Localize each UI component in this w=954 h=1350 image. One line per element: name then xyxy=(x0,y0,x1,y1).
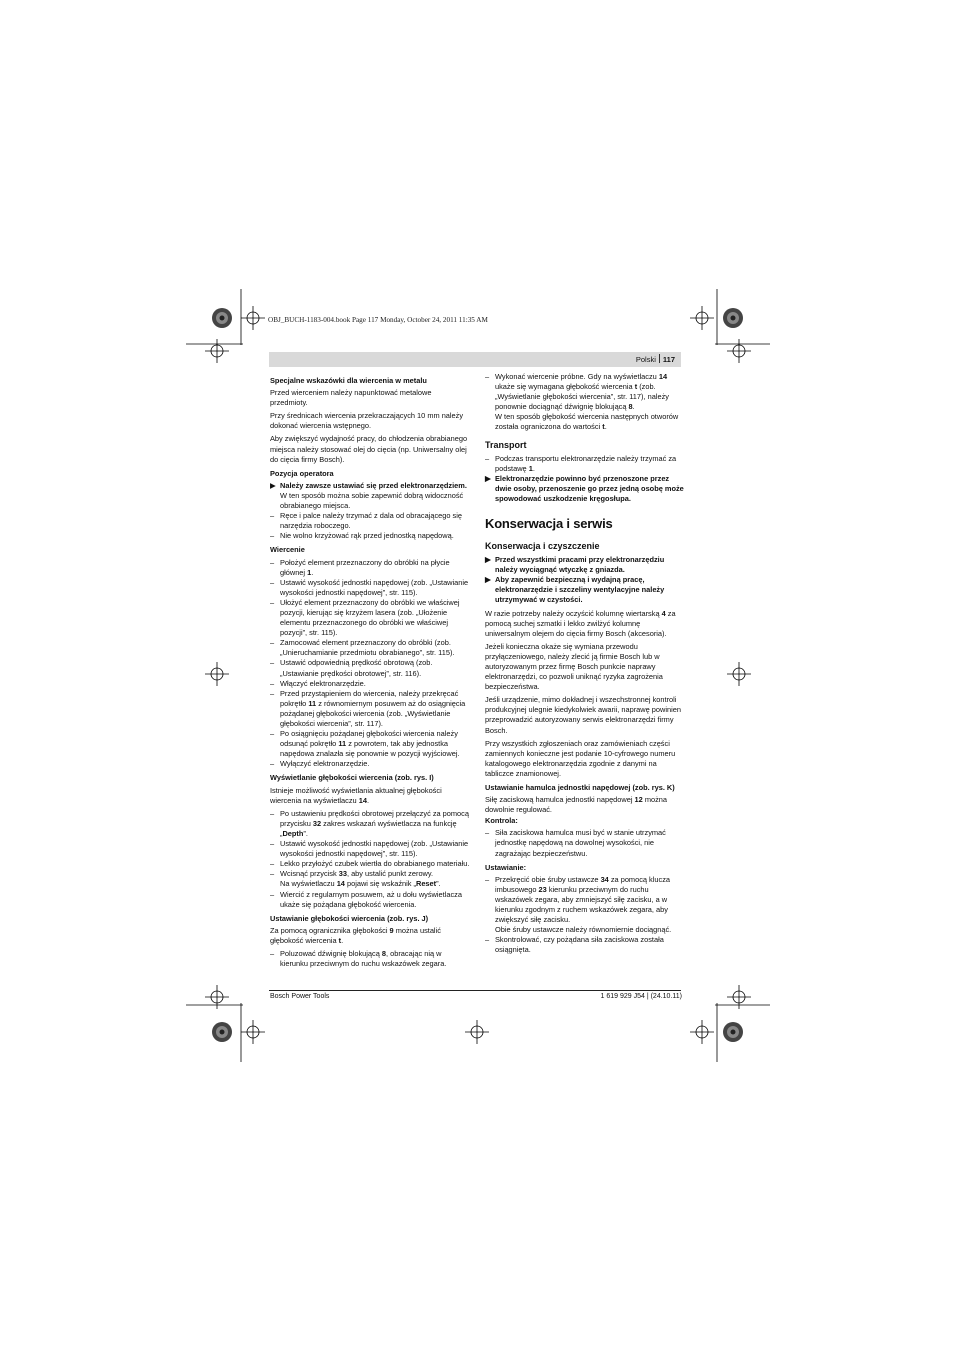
footer-brand: Bosch Power Tools xyxy=(270,993,330,1000)
list-item: – Ustawić odpowiednią prędkość obrotową (zob. „Ustawianie prędkości obrotowej”, str. 116). xyxy=(270,658,433,678)
list-item: – Ustawić wysokość jednostki napędowej (zob. „Ustawianie wysokości jednostki napędowej”, str. 115). xyxy=(270,577,469,597)
paragraph: Siłę zaciskową hamulca jednostki napędowej 12 można dowolnie regulować. xyxy=(485,795,668,815)
list-item: – Ręce i palce należy trzymać z dala od obracającego się narzędzia roboczego. xyxy=(270,511,462,531)
list-item: – Poluzować dźwignię blokującą 8, obracając nią w kierunku przeciwnym do ruchu wskazówek zegara. xyxy=(270,948,447,969)
paragraph: Za pomocą ogranicznika głębokości 9 można ustalić głębokość wiercenia t. xyxy=(270,925,441,945)
list-item: – Po osiągnięciu pożądanej głębokości wiercenia należy odsunąć pokrętło 11 z powrotem, tak aby jednostka napędowa znalazła się ponownie w pozycji wyjściowej. xyxy=(270,729,460,759)
file-slug: OBJ_BUCH-1183-004.book Page 117 Monday, October 24, 2011 11:35 AM xyxy=(268,316,488,324)
paragraph: Istnieje możliwość wyświetlania aktualnej głębokości wiercenia na wyświetlaczu 14. xyxy=(270,785,442,805)
depth-display-heading: Wyświetlanie głębokości wiercenia (zob. rys. I) xyxy=(270,773,434,783)
brake-heading: Ustawianie hamulca jednostki napędowej (zob. rys. K) xyxy=(485,783,675,792)
transport-heading: Transport xyxy=(485,439,527,450)
list-item: – Wcisnąć przycisk 33, aby ustalić punkt zerowy. Na wyświetlaczu 14 pojawi się wskaźnik „Reset”. xyxy=(270,869,441,889)
warning-item: ▶ Aby zapewnić bezpieczną i wydajną pracę, elektronarzędzie i szczeliny wentylacyjne należy utrzymywać w czystości. xyxy=(485,575,665,605)
list-item: – Włączyć elektronarzędzie. xyxy=(270,678,366,688)
arrow-icon: ▶ xyxy=(485,555,491,565)
paragraph: Przy wszystkich zgłoszeniach oraz zamówieniach części zamiennych konieczne jest podanie 10-cyfrowego numeru katalogowego elektronarzędzia zgodnie z danymi na tabliczce znamionowej. xyxy=(485,738,676,778)
set-depth-heading: Ustawianie głębokości wiercenia (zob. rys. J) xyxy=(270,913,429,923)
warning-item: ▶ Elektronarzędzie powinno być przenoszone przez dwie osoby, przenoszenie go przez jedną osobę może spowodować uszkodzenie kręgosłupa. xyxy=(485,473,684,503)
page-header xyxy=(269,352,681,367)
list-item: – Podczas transportu elektronarzędzie należy trzymać za podstawę 1. xyxy=(485,453,677,473)
list-item: – Położyć element przeznaczony do obróbki na płycie głównej 1. xyxy=(270,557,450,577)
control-heading: Kontrola: xyxy=(485,816,518,826)
paragraph: Jeśli urządzenie, mimo dokładnej i wszechstronnej kontroli produkcyjnej ulegnie kiedykolwiek awarii, naprawę powinien przeprowadzić autoryzowany serwis elektronarzędzi firmy Bosch. xyxy=(485,695,681,735)
list-item: – Po ustawieniu prędkości obrotowej przełączyć za pomocą przycisku 32 zakres wskazań wyświetlacza na funkcję „Depth”. xyxy=(270,808,469,838)
paragraph: Przed wierceniem należy napunktować metalowe przedmioty. xyxy=(270,388,432,408)
service-heading: Konserwacja i serwis xyxy=(485,516,613,532)
left-column xyxy=(270,372,470,969)
list-item: – Siła zaciskowa hamulca musi być w stanie utrzymać jednostkę napędową na dowolnej wysokości, nie zagrażając bezpieczeństwu. xyxy=(485,828,666,858)
drilling-heading: Wiercenie xyxy=(270,545,305,555)
footer-code: 1 619 929 J54 | (24.10.11) xyxy=(600,993,682,1000)
warning-item: ▶ Należy zawsze ustawiać się przed elektronarzędziem. W ten sposób można sobie zapewnić dobrą widoczność obrabianego miejsca. xyxy=(270,480,467,511)
right-column xyxy=(485,372,685,956)
page-number: 117 xyxy=(662,355,675,364)
list-item: – Wyłączyć elektronarzędzie. xyxy=(270,759,370,769)
operator-heading: Pozycja operatora xyxy=(270,468,334,478)
paragraph: Przy średnicach wiercenia przekraczających 10 mm należy dokonać wiercenia wstępnego. xyxy=(270,411,464,431)
arrow-icon: ▶ xyxy=(485,473,491,483)
list-item: – Ułożyć element przeznaczony do obróbki we właściwej pozycji, kierując się krzyżem lasera (zob. „Ułożenie elementu przeznaczonego do obróbki we właściwej pozycji”, str. 115). xyxy=(270,597,460,638)
list-item: – Nie wolno krzyżować rąk przed jednostką napędową. xyxy=(270,531,454,541)
list-item: – Przed przystąpieniem do wiercenia, należy przekręcać pokrętło 11 z równomiernym posuwem aż do osiągnięcia pożądanej głębokości wiercenia (zob. „Wyświetlanie głębokości wiercenia”, str. 117). xyxy=(270,688,466,728)
arrow-icon: ▶ xyxy=(270,480,276,490)
header-language: Polski xyxy=(635,355,656,364)
cleaning-heading: Konserwacja i czyszczenie xyxy=(485,541,600,552)
list-item: – Zamocować element przeznaczony do obróbki (zob. „Unieruchamianie przedmiotu obrabianego”, str. 115). xyxy=(270,638,455,658)
warning-item: ▶ Przed wszystkimi pracami przy elektronarzędziu należy wyciągnąć wtyczkę z gniazda. xyxy=(485,555,665,575)
setting-heading: Ustawianie: xyxy=(485,862,527,872)
list-item: – Lekko przyłożyć czubek wiertła do obrabianego materiału. xyxy=(270,859,470,869)
paragraph: W razie potrzeby należy oczyścić kolumnę wiertarską 4 za pomocą suchej szmatki i lekko zwilżyć kolumnę uniwersalnym olejem do cięcia firmy Bosch (akcesoria). xyxy=(485,608,676,638)
footer-rule xyxy=(269,990,681,991)
arrow-icon: ▶ xyxy=(485,575,491,585)
list-item: – Wiercić z regularnym posuwem, aż u dołu wyświetlacza ukaże się pożądana głębokość wiercenia. xyxy=(270,889,462,909)
list-item: – Ustawić wysokość jednostki napędowej (zob. „Ustawianie wysokości jednostki napędowej”, str. 115). xyxy=(270,839,469,859)
list-item: – Wykonać wiercenie próbne. Gdy na wyświetlaczu 14 ukaże się wymagana głębokość wiercenia t (zob. „Wyświetlanie głębokości wiercenia”, str. 117), należy ponownie dociągnąć dźwignię blokującą 8. W ten sposób głębokość wiercenia następnych otworów została ograniczona do wartości t. xyxy=(485,372,679,432)
metal-heading: Specjalne wskazówki dla wiercenia w metalu xyxy=(270,376,427,385)
paragraph: Aby zwiększyć wydajność pracy, do chłodzenia obrabianego miejsca należy stosować olej do cięcia (np. Uniwersalny olej do cięcia firmy Bosch). xyxy=(270,434,468,464)
list-item: – Skontrolować, czy pożądana siła zaciskowa została osiągnięta. xyxy=(485,935,664,955)
list-item: – Przekręcić obie śruby ustawcze 34 za pomocą klucza imbusowego 23 kierunku przeciwnym do ruchu wskazówek zegara, aby zmniejszyć siłę zacisku, a w kierunku zgodnym z ruchem wskazówek zegara, aby zwiększyć siłę zacisku. Obie śruby ustawcze należy równomiernie dociągnąć. xyxy=(485,874,672,935)
paragraph: Jeżeli konieczna okaże się wymiana przewodu przyłączeniowego, należy zlecić ją firmie Bosch lub w autoryzowanym przez firmę Bosch punkcie naprawy elektronarzędzi, co pozwoli uniknąć ryzyka zagrożenia bezpieczeństwa. xyxy=(485,641,663,692)
